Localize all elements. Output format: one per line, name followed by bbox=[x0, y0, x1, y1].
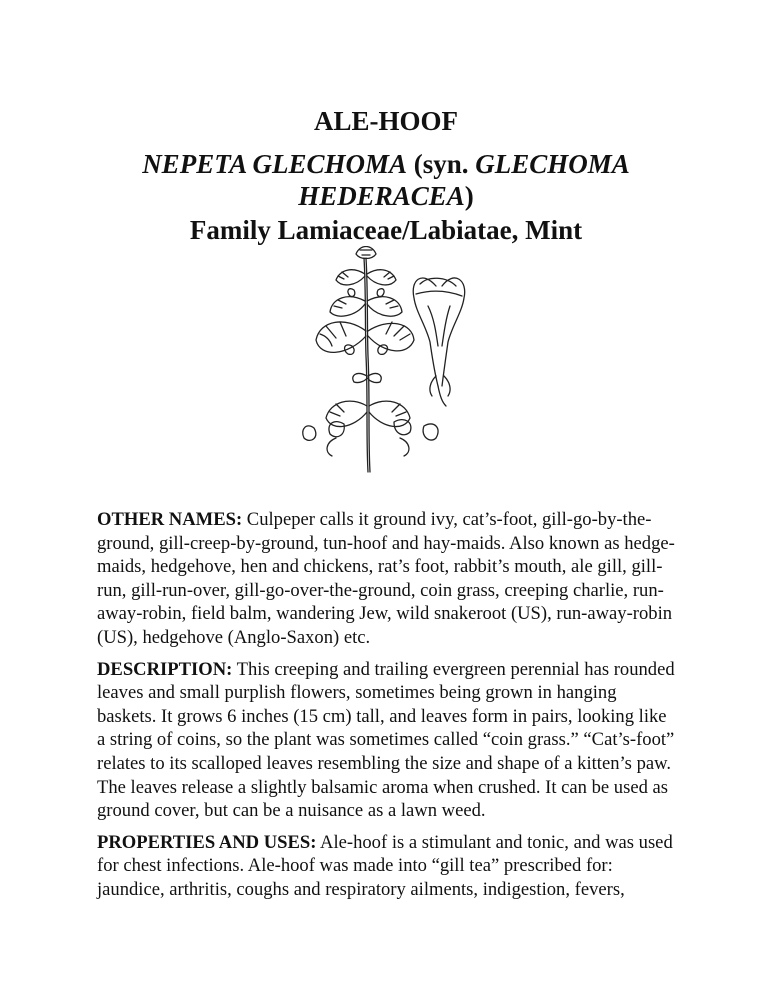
synonym-genus: GLECHOMA bbox=[475, 149, 630, 179]
section-text: Ale-hoof is a stimulant and tonic, and was used for chest infections. Ale-hoof was made into “gill tea” prescribed for: jaundice, arthritis, coughs and respiratory ailments, indigestion, fevers, bbox=[97, 831, 673, 900]
plant-illustration bbox=[296, 246, 476, 474]
page-title: ALE-HOOF bbox=[313, 106, 458, 136]
section-description bbox=[97, 658, 677, 823]
botanical-name-heading bbox=[120, 148, 652, 212]
section-label: DESCRIPTION: bbox=[97, 658, 233, 680]
section-text: Culpeper calls it ground ivy, cat’s-foot, gill-go-by-the-ground, gill-creep-by-ground, tun-hoof and hay-maids. Also known as hedge-maids, hedgehove, hen and chickens, rat’s foot, rabbit’s mouth, ale gill, gill-run, gill-run-over, gill-go-over-the-ground, coin grass, creeping charlie, run-away-robin, field balm, wandering Jew, wild snakeroot (US), run-away-robin (US), hedgehove (Anglo-Saxon) etc. bbox=[97, 509, 675, 648]
section-label: OTHER NAMES: bbox=[97, 509, 243, 530]
synonym-species: HEDERACEA bbox=[298, 181, 465, 211]
synonym-prefix: (syn. bbox=[407, 149, 476, 179]
section-label: PROPERTIES AND USES: bbox=[97, 831, 317, 853]
section-other-names bbox=[97, 508, 677, 650]
body-text bbox=[97, 508, 677, 910]
section-text: This creeping and trailing evergreen perennial has rounded leaves and small purplish flowers, sometimes being grown in hanging baskets. It grows 6 inches (15 cm) tall, and leaves form in pairs, looking like a string of coins, so the plant was sometimes called “coin grass.” “Cat’s-foot” relates to its scalloped leaves resembling the size and shape of a kitten’s paw. The leaves release a slightly balsamic aroma when crushed. It can be used as ground cover, but can be a nuisance as a lawn weed. bbox=[97, 658, 675, 822]
section-properties-and-uses bbox=[97, 831, 677, 902]
botanical-name: NEPETA GLECHOMA bbox=[142, 149, 407, 179]
synonym-suffix: ) bbox=[464, 181, 474, 211]
family-heading: Family Lamiaceae/Labiatae, Mint bbox=[189, 215, 583, 245]
